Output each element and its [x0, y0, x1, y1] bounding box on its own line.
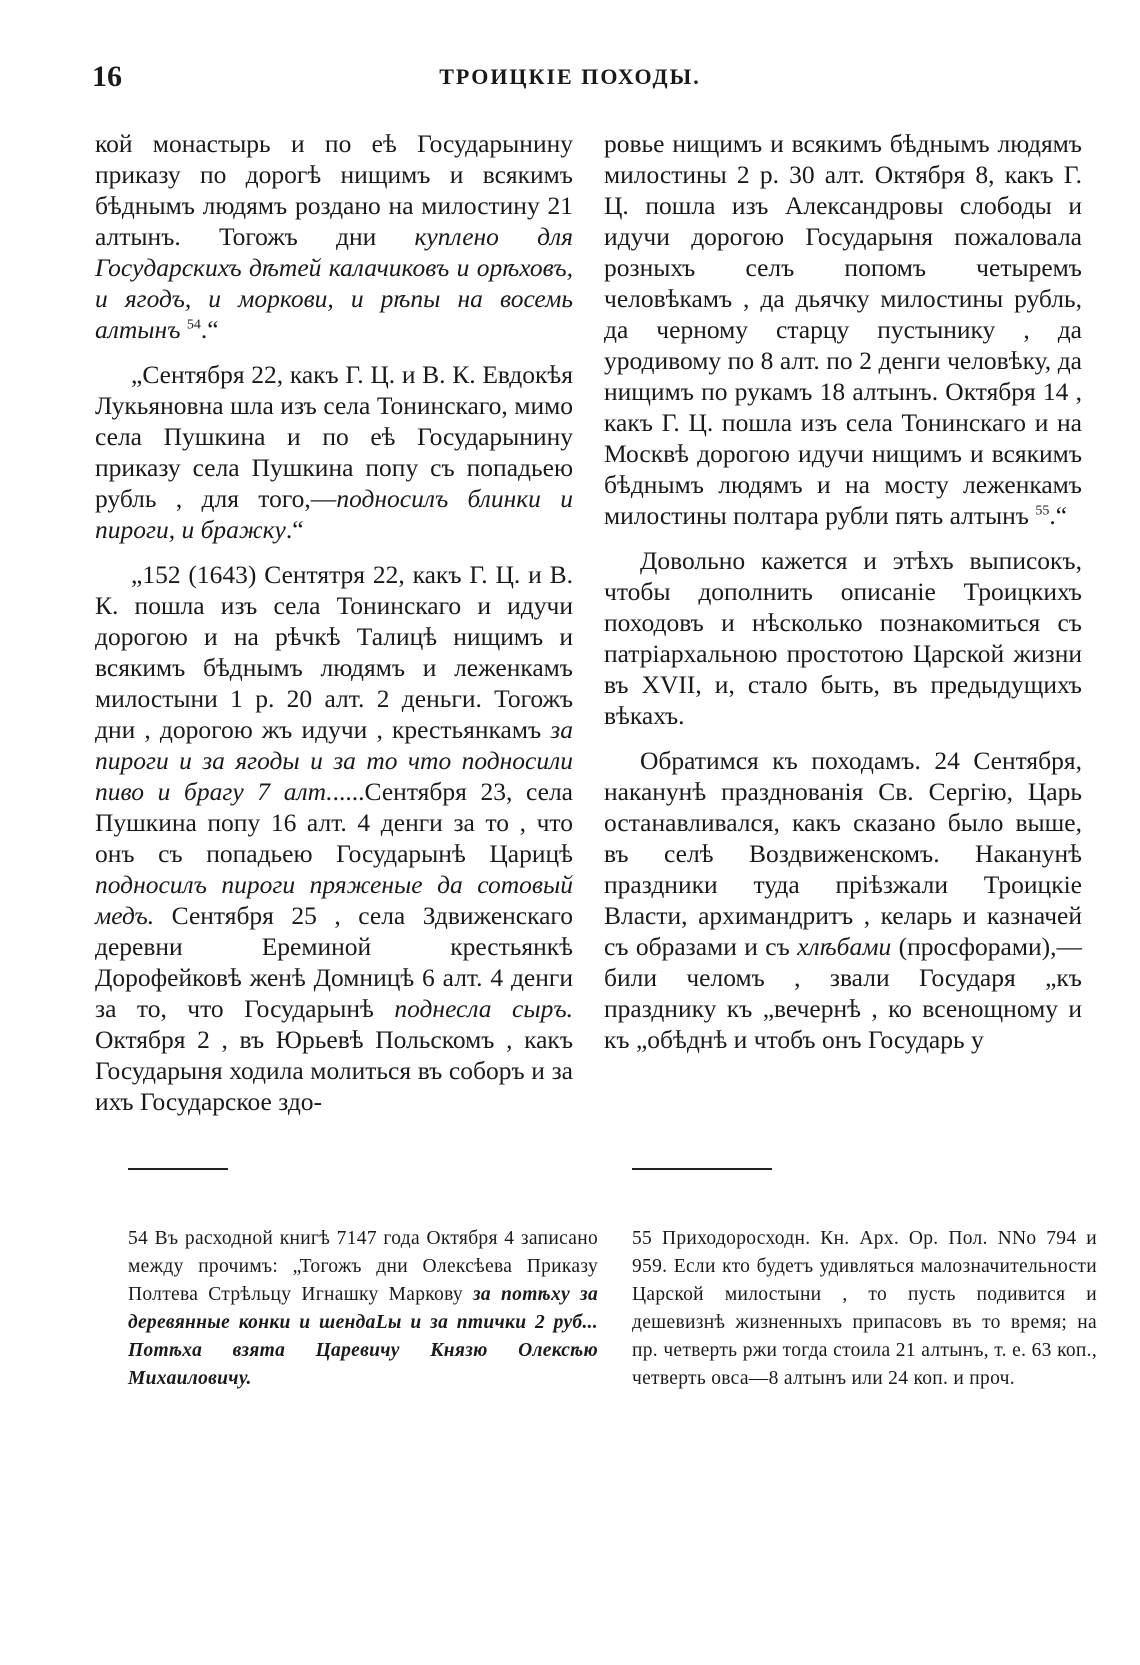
paragraph [604, 128, 1082, 531]
text-span: „Сентября 22, какъ Г. Ц. и В. К. Евдокѣя Лукьяновна шла изъ села Тонинскаго, мимо села Пушкина и по еѣ Государынину приказу села Пушкина попу съ попадьею рубль , для того,— [95, 360, 573, 513]
italic-span: за потѣху за деревянные конки и шендаLы и за птички 2 руб... Потѣха взята Царевичу Князю Олексѣю Михаиловичу. [128, 1284, 598, 1389]
text-span: Октября 2 , въ Юрьевѣ Польскомъ , какъ Государыня ходила молиться въ соборъ и за ихъ Государское здо- [95, 1025, 573, 1116]
italic-span: подносилъ блинки и пироги, и бражку [95, 484, 573, 544]
text-span: .“ [1049, 501, 1068, 530]
text-span: 54 Въ расходной книгѣ 7147 года Октября 4 записано между прочимъ: „Тогожъ дни Олексѣева Приказу Полтева Стрѣльцу Игнашку Маркову [128, 1228, 598, 1305]
text-span: 55 Приходоросходн. Кн. Арх. Ор. Пол. NNo 794 и 959. Если кто будетъ удивляться малозначительности Царской милостыни , то пусть подивится и дешевизнѣ жизненныхъ припасовъ въ то время; на пр. четверть ржи тогда стоила 21 алтынъ, т. е. 63 коп., четверть овса—8 алтынъ или 24 коп. и проч. [632, 1228, 1097, 1389]
paragraph [95, 359, 573, 545]
footnote-rule [128, 1168, 228, 1170]
text-span: Обратимся къ походамъ. 24 Сентября, наканунѣ празднованія Св. Сергію, Царь останавливался, какъ сказано было выше, въ селѣ Воздвиженскомъ. Наканунѣ праздники туда пріѣзжали Троицкіе Власти, архимандритъ , келарь и казначей съ образами и съ [604, 746, 1082, 961]
page-number: 16 [92, 60, 122, 93]
footnote-55 [632, 1225, 1097, 1393]
text-span: кой монастырь и по еѣ Государынину приказу по дорогѣ нищимъ и всякимъ бѣднымъ людямъ роздано на милостину 21 алтынъ. Тогожъ дни [95, 129, 573, 251]
right-column [604, 128, 1082, 1069]
footnote-ref: 55 [1035, 503, 1050, 519]
left-column [95, 128, 573, 1131]
paragraph [604, 745, 1082, 1055]
paragraph: Довольно кажется и этѣхъ выписокъ, чтобы дополнить описаніе Троицкихъ походовъ и нѣсколько познакомиться съ патріархальною простотою Царской жизни въ XVII, и, стало быть, въ предыдущихъ вѣкахъ. [604, 546, 1082, 730]
footnote-rule [632, 1168, 772, 1170]
page-header [0, 60, 1140, 100]
italic-span: за пироги и за ягоды и за то что подносили пиво и брагу 7 алт. [95, 715, 573, 806]
italic-span: подносилъ пироги пряженые да сотовый медъ. [95, 870, 573, 930]
footnote-ref: 54 [186, 317, 201, 333]
paragraph [95, 128, 573, 345]
footnote-54 [128, 1225, 598, 1393]
running-title: ТРОИЦКІЕ ПОХОДЫ. [439, 64, 701, 89]
text-span: „152 (1643) Сентятря 22, какъ Г. Ц. и В. К. пошла изъ села Тонинскаго и идучи дорогою и на рѣчкѣ Талицѣ нищимъ и всякимъ бѣднымъ людямъ и леженкамъ милостыни 1 р. 20 алт. 2 деньги. Тогожъ дни , дорогою жъ идучи , крестьянкамъ [95, 560, 573, 744]
text-span: .“ [200, 315, 219, 344]
text-span: (просфорами),— били челомъ , звали Государя „къ празднику къ „вечернѣ , ко всенощному и къ „обѣднѣ и чтобъ онъ Государь у [604, 932, 1082, 1054]
italic-span: хлѣбами [797, 932, 892, 961]
text-span: .....Сентября 23, села Пушкина попу 16 алт. 4 денги за то , что онъ съ попадьею Государынѣ Царицѣ [95, 777, 573, 868]
text-span: ровье нищимъ и всякимъ бѣднымъ людямъ милостины 2 р. 30 алт. Октября 8, какъ Г. Ц. пошла изъ Александровы слободы и идучи дорогою Государыня пожаловала розныхъ селъ попомъ четыремъ человѣкамъ , да дьячку милостины рубль, да черному старцу пустынику , да уродивому по 8 алт. по 2 денги человѣку, да нищимъ по рукамъ 18 алтынъ. Октября 14 , какъ Г. Ц. пошла изъ села Тонинскаго и на Москвѣ дорогою идучи нищимъ и всякимъ бѣднымъ людямъ и на мосту леженкамъ милостины полтара рубли пять алтынъ [604, 129, 1082, 530]
paragraph [95, 559, 573, 1117]
text-span: .“ [285, 515, 304, 544]
text-span: Сентября 25 , села Здвиженскаго деревни Ереминой крестьянкѣ Дорофейковѣ женѣ Домницѣ 6 алт. 4 денги за то, что Государынѣ [95, 901, 573, 1023]
italic-span: поднесла сыръ. [394, 994, 573, 1023]
italic-span: куплено для Государскихъ дѣтей калачиковъ и орѣховъ, и ягодъ, и моркови, и рѣпы на восемь алтынъ [95, 222, 573, 344]
